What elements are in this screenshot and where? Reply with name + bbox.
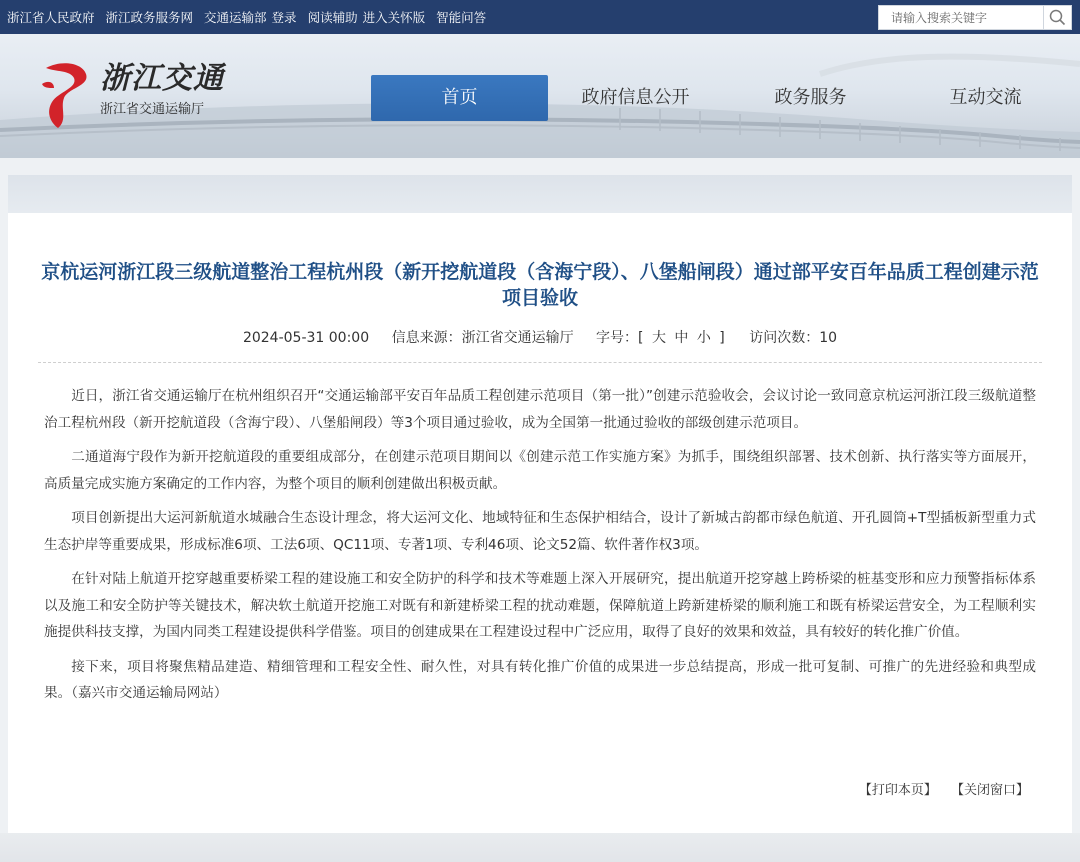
site-logo[interactable] — [38, 58, 224, 130]
search-icon — [1049, 9, 1066, 26]
login-link[interactable]: 登录 — [271, 10, 297, 25]
views-value: 10 — [819, 330, 838, 346]
search-input[interactable] — [879, 6, 1043, 29]
care-mode-link[interactable]: 进入关怀版 — [362, 10, 426, 25]
link-zj-service[interactable]: 浙江政务服务网 — [105, 10, 194, 25]
publish-date: 2024-05-31 00:00 — [242, 330, 370, 346]
views-label: 访问次数： — [749, 330, 820, 346]
font-size-label: 字号： — [596, 330, 639, 346]
logo-title: 浙江交通 — [100, 61, 224, 96]
meta-divider — [38, 362, 1042, 363]
logo-subtitle: 浙江省交通运输厅 — [100, 102, 205, 117]
article-paragraph: 项目创新提出大运河新航道水城融合生态设计理念，将大运河文化、地域特征和生态保护相结合，设计了新城古韵都市绿色航道、开孔圆筒+T型插板新型重力式生态护岸等重要成果，形成标准6项、工法6项、QC11项、专著1项、专利46项、论文52篇、软件著作权3项。 — [44, 510, 1036, 553]
logo-text — [100, 62, 224, 117]
source-label: 信息来源： — [391, 330, 462, 346]
footer-background — [0, 833, 1080, 862]
article-meta — [8, 327, 1072, 347]
article-paragraph: 二通道海宁段作为新开挖航道段的重要组成部分，在创建示范项目期间以《创建示范工作实施方案》为抓手，围绕组织部署、技术创新、执行落实等方面展开，高质量完成实施方案确定的工作内容，为整个项目的顺利创建做出积极贡献。 — [44, 449, 1036, 492]
search-box — [878, 5, 1072, 30]
link-mot[interactable]: 交通运输部 — [204, 10, 267, 25]
nav-home[interactable]: 首页 — [371, 75, 548, 121]
article-body — [44, 383, 1036, 715]
font-size-control — [596, 330, 727, 346]
article-paragraph: 接下来，项目将聚焦精品建造、精细管理和工程安全性、耐久性，对具有转化推广价值的成果进一步总结提高，形成一批可复制、可推广的先进经验和典型成果。（嘉兴市交通运输局网站） — [44, 658, 1036, 701]
print-page-button[interactable]: 【打印本页】 — [858, 783, 937, 798]
nav-gov-info[interactable]: 政府信息公开 — [581, 87, 690, 108]
header-banner — [0, 34, 1080, 158]
main-nav — [371, 75, 1073, 121]
link-zj-gov[interactable]: 浙江省人民政府 — [7, 10, 95, 25]
source-info — [392, 330, 574, 346]
article-actions — [849, 779, 1029, 798]
top-bar — [0, 0, 1080, 34]
article-paragraph: 近日，浙江省交通运输厅在杭州组织召开“交通运输部平安百年品质工程创建示范项目（第一批）”创建示范验收会，会议讨论一致同意京杭运河浙江段三级航道整治工程杭州段（新开挖航道段（含海宁段）、八堡船闸段）等3个项目通过验收，成为全国第一批通过验收的部级创建示范项目。 — [44, 388, 1036, 431]
source-value: 浙江省交通运输厅 — [461, 330, 574, 346]
logo-emblem-icon — [38, 58, 94, 130]
article-card — [8, 213, 1072, 833]
article-title: 京杭运河浙江段三级航道整治工程杭州段（新开挖航道段（含海宁段）、八堡船闸段）通过部平安百年品质工程创建示范项目验收 — [41, 261, 1039, 309]
article-paragraph: 在针对陆上航道开挖穿越重要桥梁工程的建设施工和安全防护的科学和技术等难题上深入开展研究，提出航道开挖穿越上跨桥梁的桩基变形和应力预警指标体系以及施工和安全防护等关键技术，解决软土航道开挖施工对既有和新建桥梁工程的扰动难题，保障航道上跨新建桥梁的顺利施工和既有桥梁运营安全，为工程顺利实施提供科技支撑，为国内同类工程建设提供科学借鉴。项目的创建成果在工程建设过程中广泛应用，取得了良好的效果和效益，具有较好的转化推广价值。 — [44, 571, 1036, 640]
nav-interaction[interactable]: 互动交流 — [949, 87, 1022, 108]
breadcrumb-strip — [8, 175, 1072, 213]
smart-qa-link[interactable]: 智能问答 — [436, 10, 487, 25]
reading-assist-link[interactable]: 阅读辅助 — [307, 10, 358, 25]
search-button[interactable] — [1043, 6, 1071, 29]
font-size-options[interactable]: [ 大 中 小 ] — [638, 330, 727, 346]
close-window-button[interactable]: 【关闭窗口】 — [950, 783, 1029, 798]
view-count — [749, 330, 837, 346]
nav-services[interactable]: 政务服务 — [774, 87, 847, 108]
top-links — [0, 8, 497, 26]
